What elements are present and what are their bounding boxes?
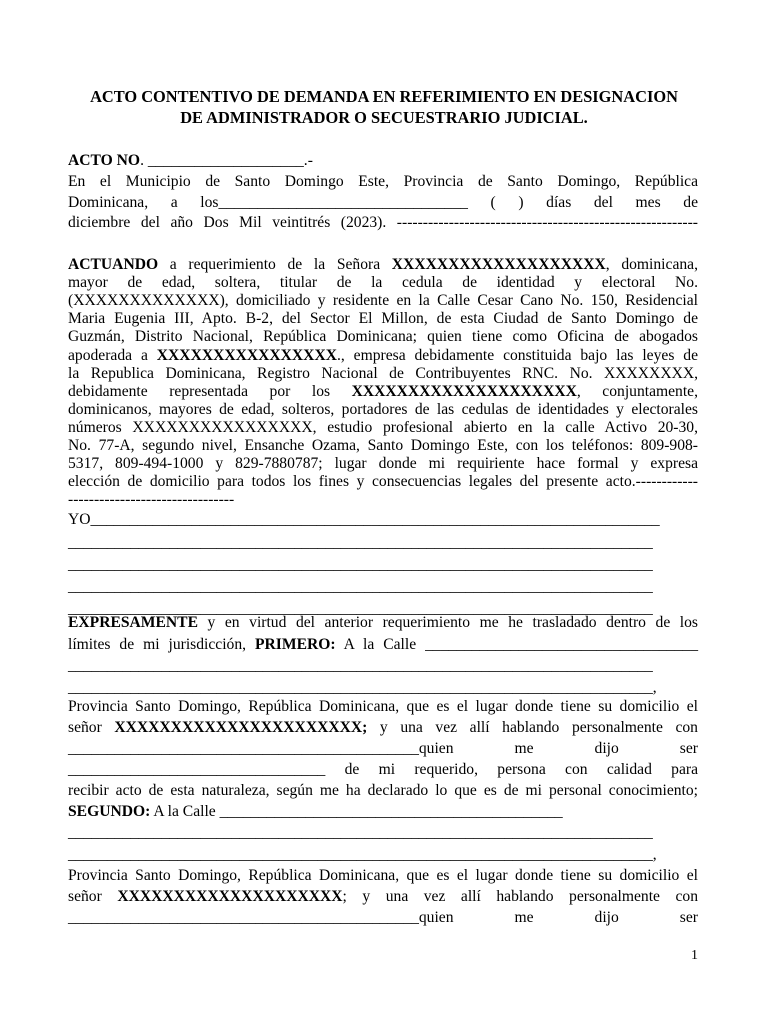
- acto-line-2: Dominicana, a los________________________________ ( ) días del mes de: [68, 194, 698, 211]
- expresamente-line-15: _____________________________________________quien me dijo ser: [68, 909, 698, 926]
- page-number: 1: [691, 948, 698, 963]
- title-line-2: DE ADMINISTRADOR O SECUESTRARIO JUDICIAL.: [180, 108, 588, 127]
- actuando-line-6: apoderada a XXXXXXXXXXXXXXXX., empresa debidamente constituida bajo las leyes de: [68, 347, 698, 364]
- yo-line-3: ___________________________________________________________________________: [68, 556, 653, 573]
- expresamente-line-9: recibir acto de esta naturaleza, según me ha declarado lo que es de mi personal conocimiento;: [68, 782, 698, 799]
- segundo-line: SEGUNDO: A la Calle ____________________________________________: [68, 803, 563, 820]
- yo-line-1: YO_________________________________________________________________________: [68, 511, 660, 528]
- actuando-line-1: ACTUANDO a requerimiento de la Señora XXXXXXXXXXXXXXXXXXX, dominicana,: [68, 256, 698, 273]
- actuando-line-5: Guzmán, Distrito Nacional, República Dominicana; quien tiene como Oficina de abogados: [68, 328, 698, 345]
- actuando-line-14: --------------------------------: [68, 491, 235, 508]
- acto-line-1: En el Municipio de Santo Domingo Este, Provincia de Santo Domingo, República: [68, 173, 698, 190]
- actuando-line-2: mayor de edad, soltera, titular de la cedula de identidad y electoral No.: [68, 274, 698, 291]
- yo-line-4: ___________________________________________________________________________: [68, 578, 653, 595]
- yo-line-5: ___________________________________________________________________________: [68, 600, 653, 617]
- expresamente-line-5: Provincia Santo Domingo, República Dominicana, que es el lugar donde tiene su domicilio el: [68, 698, 698, 715]
- actuando-line-7: la Republica Dominicana, Registro Nacional de Contribuyentes RNC. No. XXXXXXXX,: [68, 365, 698, 382]
- expresamente-line-7: _____________________________________________quien me dijo ser: [68, 740, 698, 757]
- expresamente-line-1: EXPRESAMENTE y en virtud del anterior requerimiento me he trasladado dentro de los: [68, 614, 698, 631]
- expresamente-line-6: señor XXXXXXXXXXXXXXXXXXXXXX; y una vez allí hablando personalmente con: [68, 719, 698, 736]
- actuando-line-9: dominicanos, mayores de edad, solteros, portadores de las cedulas de identidades y electorales: [68, 401, 698, 418]
- expresamente-line-11: ___________________________________________________________________________: [68, 824, 653, 841]
- title-line-1: ACTO CONTENTIVO DE DEMANDA EN REFERIMIENTO EN DESIGNACION: [90, 87, 678, 106]
- actuando-line-4: Maria Eugenia III, Apto. B-2, del Sector El Millon, de esta Ciudad de Santo Domingo de: [68, 310, 698, 327]
- expresamente-line-14: señor XXXXXXXXXXXXXXXXXXXX; y una vez allí hablando personalmente con: [68, 888, 699, 905]
- acto-number-line: ACTO NO. ____________________.-: [68, 152, 313, 169]
- expresamente-line-2: límites de mi jurisdicción, PRIMERO: A la Calle ___________________________________: [68, 636, 698, 653]
- actuando-line-13: elección de domicilio para todos los fines y consecuencias legales del presente acto.------------: [68, 473, 698, 490]
- expresamente-line-8: _________________________________ de mi requerido, persona con calidad para: [68, 761, 698, 778]
- expresamente-line-12: ___________________________________________________________________________,: [68, 846, 657, 863]
- document-title: [68, 86, 700, 128]
- actuando-line-10: números XXXXXXXXXXXXXXXX, estudio profesional abierto en la calle Activo 20-30,: [68, 419, 698, 436]
- actuando-line-8: debidamente representada por los XXXXXXXXXXXXXXXXXXXX, conjuntamente,: [68, 383, 698, 400]
- expresamente-line-13: Provincia Santo Domingo, República Dominicana, que es el lugar donde tiene su domicilio el: [68, 867, 698, 884]
- expresamente-line-4: ___________________________________________________________________________,: [68, 679, 657, 696]
- actuando-line-11: No. 77-A, segundo nivel, Ensanche Ozama, Santo Domingo Este, con los teléfonos: 809-908-: [68, 437, 698, 454]
- actuando-line-3: (XXXXXXXXXXXXX), domiciliado y residente en la Calle Cesar Cano No. 150, Residencial: [68, 292, 698, 309]
- actuando-line-12: 5317, 809-494-1000 y 829-7880787; lugar donde mi requiriente hace formal y expresa: [68, 455, 698, 472]
- acto-line-3: diciembre del año Dos Mil veintitrés (2023). ----------------------------------------------------------: [68, 214, 698, 231]
- expresamente-line-3: ___________________________________________________________________________: [68, 657, 653, 674]
- yo-line-2: ___________________________________________________________________________: [68, 534, 653, 551]
